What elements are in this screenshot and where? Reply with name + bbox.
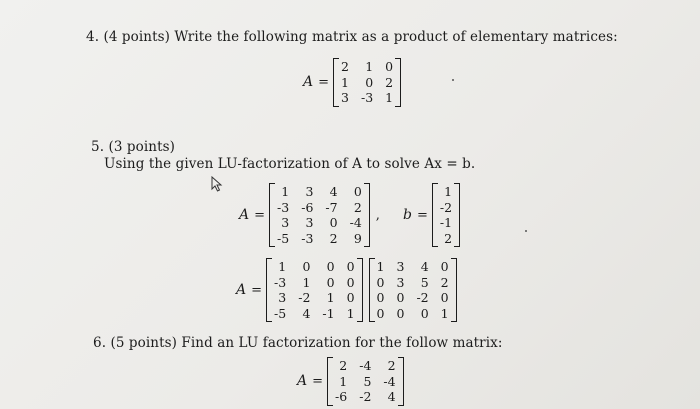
- matrix-entry: -4: [359, 358, 372, 373]
- comma: ,: [375, 207, 380, 223]
- matrix-entry: 1: [302, 274, 311, 290]
- matrix-entry: 3: [341, 90, 349, 105]
- matrix-entry: 0: [326, 274, 335, 290]
- matrix-entry: -2: [359, 389, 372, 404]
- matrix-entry: 4: [387, 389, 396, 404]
- q5-heading: 5. (3 points): [91, 139, 176, 155]
- speck: [452, 79, 454, 81]
- matrix-entry: -3: [277, 199, 290, 215]
- equals-sign: =: [254, 207, 266, 223]
- matrix-entry: 4: [302, 305, 311, 321]
- matrix-entry: 2: [353, 199, 362, 215]
- matrix-entry: 0: [326, 259, 335, 274]
- matrix-entry: 0: [420, 305, 429, 321]
- equals-sign: =: [318, 74, 330, 90]
- matrix-entry: -5: [274, 305, 287, 321]
- matrix-entry: 1: [440, 305, 449, 321]
- matrix-entry: 3: [396, 259, 405, 274]
- matrix-entry: 1: [385, 90, 394, 105]
- matrix-entry: 0: [365, 74, 374, 90]
- q5-b-vector: [432, 183, 460, 247]
- matrix-entry: -3: [301, 230, 314, 246]
- matrix-entry: 9: [353, 230, 362, 246]
- matrix-entry: -6: [335, 389, 348, 404]
- matrix-entry: 1: [278, 259, 287, 274]
- q4-matrix-label: A: [303, 74, 314, 91]
- matrix-entry: 2: [440, 274, 449, 290]
- matrix-entry: 0: [329, 215, 338, 230]
- matrix-entry: 1: [444, 184, 453, 199]
- matrix-entry: -6: [301, 199, 314, 215]
- q6-matrix: [327, 357, 404, 406]
- matrix-entry: -7: [325, 199, 338, 215]
- matrix-entry: 4: [329, 184, 338, 199]
- matrix-entry: -5: [277, 230, 290, 246]
- matrix-entry: 2: [329, 230, 338, 246]
- q5-l-matrix: [266, 258, 363, 322]
- matrix-entry: 0: [385, 59, 394, 74]
- matrix-entry: -4: [349, 215, 362, 230]
- equals-sign: =: [251, 282, 263, 298]
- matrix-entry: 0: [346, 259, 355, 274]
- matrix-entry: 2: [339, 358, 348, 373]
- matrix-entry: 1: [346, 305, 355, 321]
- matrix-entry: 0: [346, 290, 355, 305]
- q5-b-label: b: [403, 207, 412, 223]
- matrix-entry: 0: [353, 184, 362, 199]
- matrix-entry: 0: [396, 305, 405, 321]
- matrix-entry: -2: [298, 290, 311, 305]
- matrix-entry: 2: [444, 230, 453, 246]
- equals-sign: =: [416, 207, 428, 223]
- matrix-entry: 1: [376, 259, 385, 274]
- q4-matrix: [333, 58, 401, 107]
- q5-a-matrix: [269, 183, 370, 247]
- matrix-entry: 1: [326, 290, 335, 305]
- matrix-entry: 5: [420, 274, 429, 290]
- q6-matrix-label: A: [297, 373, 308, 390]
- q5-lu-a-label: A: [236, 282, 247, 298]
- q5-prompt: Using the given LU-factorization of A to solve Ax = b.: [104, 156, 476, 172]
- q6-heading: 6. (5 points) Find an LU factorization for the follow matrix:: [93, 335, 503, 351]
- q4-heading: 4. (4 points) Write the following matrix as a product of elementary matrices:: [86, 29, 618, 45]
- matrix-entry: 3: [278, 290, 287, 305]
- matrix-entry: 0: [376, 274, 385, 290]
- matrix-entry: 0: [376, 305, 385, 321]
- matrix-entry: 1: [281, 184, 290, 199]
- matrix-entry: -3: [360, 90, 374, 105]
- matrix-entry: -1: [439, 215, 453, 230]
- matrix-entry: 0: [346, 274, 355, 290]
- q5-lu-equation: [236, 258, 457, 322]
- matrix-entry: -1: [322, 305, 335, 321]
- matrix-entry: -2: [439, 199, 453, 215]
- matrix-entry: 0: [376, 290, 385, 305]
- q4-matrix-equation: [303, 58, 401, 107]
- q5-b-vector-equation: [403, 183, 460, 247]
- matrix-entry: 0: [302, 259, 311, 274]
- matrix-entry: 0: [440, 259, 449, 274]
- matrix-entry: 0: [396, 290, 405, 305]
- q5-u-matrix: [369, 258, 457, 322]
- matrix-entry: 1: [341, 74, 349, 90]
- matrix-entry: 2: [387, 358, 396, 373]
- q5-a-matrix-equation: [239, 183, 384, 247]
- mouse-pointer-icon: [211, 176, 223, 192]
- q5-a-label: A: [239, 207, 250, 223]
- matrix-entry: 1: [365, 59, 374, 74]
- speck: [525, 230, 527, 232]
- matrix-entry: -4: [383, 373, 396, 389]
- matrix-entry: 4: [420, 259, 429, 274]
- matrix-entry: 0: [440, 290, 449, 305]
- matrix-entry: 2: [385, 74, 394, 90]
- matrix-entry: 5: [363, 373, 372, 389]
- matrix-entry: -2: [416, 290, 429, 305]
- q6-matrix-equation: [297, 357, 404, 406]
- matrix-entry: -3: [274, 274, 287, 290]
- matrix-entry: 2: [341, 59, 349, 74]
- matrix-entry: 3: [281, 215, 290, 230]
- equals-sign: =: [312, 373, 324, 389]
- matrix-entry: 1: [339, 373, 348, 389]
- matrix-entry: 3: [396, 274, 405, 290]
- matrix-entry: 3: [305, 215, 314, 230]
- matrix-entry: 3: [305, 184, 314, 199]
